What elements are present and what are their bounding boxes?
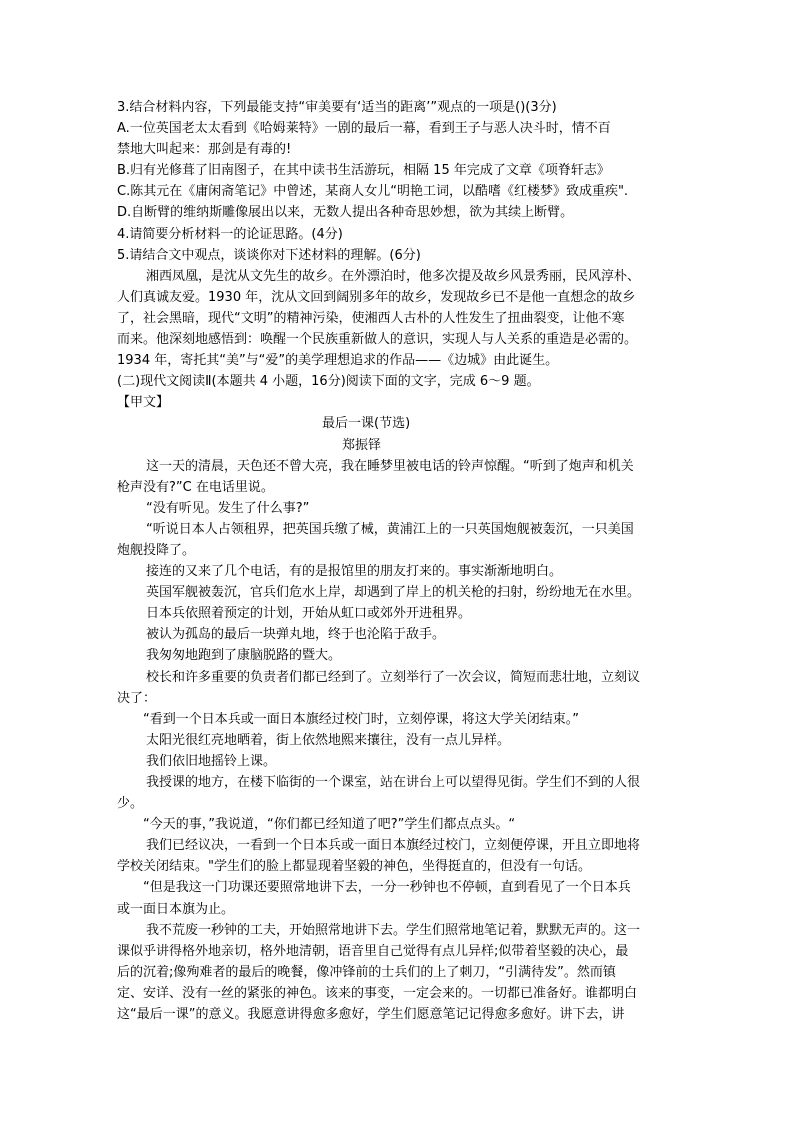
article-line: 英国军舰被轰沉，官兵们危水上岸，却遇到了岸上的机关枪的扫射，纷纷地无在水里。 xyxy=(146,585,641,601)
article-title: 最后一课(节选) xyxy=(322,416,411,432)
article-line: “今天的事，”我说道，“你们都已经知道了吧?”学生们都点点头。“ xyxy=(143,817,516,833)
article-line: 被认为孤岛的最后一块弹丸地，终于也沦陷于敌手。 xyxy=(146,627,446,643)
article-line: 这“最后一课”的意义。我愿意讲得愈多愈好，学生们愿意笔记记得愈多愈好。讲下去，讲 xyxy=(117,1007,625,1023)
article-line: “看到一个日本兵或一面日本旗经过校门时，立刻停课，将这大学关闭结束。” xyxy=(143,711,579,727)
article-line: 我匆匆地跑到了康脑脱路的暨大。 xyxy=(146,648,342,664)
question-5: 5.请结合文中观点，谈谈你对下述材料的理解。(6分) xyxy=(117,247,421,263)
article-body xyxy=(117,456,689,1026)
article-line: 日本兵依照着预定的计划，开始从虹口或郊外开进租界。 xyxy=(146,606,472,622)
jiawen-label: 【甲文】 xyxy=(117,395,170,411)
section-2-heading: (二)现代文阅读Ⅱ(本题共 4 小题，16分)阅读下面的文字，完成 6～9 题。 xyxy=(117,374,540,390)
article-line: 太阳光很红亮地晒着，街上依然地熙来攘往，没有一点儿异样。 xyxy=(146,732,511,748)
article-line: 炮舰投降了。 xyxy=(117,542,196,558)
option-a-line-2: 禁地大叫起来：那剑是有毒的! xyxy=(117,142,292,158)
material-line: 人们真诚友爱。1930 年，沈从文回到阔别多年的故乡，发现故乡已不是他一直想念的故乡 xyxy=(117,289,636,305)
article-line: 后的沉着;像殉难者的最后的晚餐，像冲锋前的士兵们的上了刺刀，“引满待发”。然而镇 xyxy=(117,964,616,980)
article-author: 郑振铎 xyxy=(342,437,382,453)
material-line: 而来。他深刻地感悟到：唤醒一个民族重新做人的意识，实现人与人关系的重造是必需的。 xyxy=(117,332,638,348)
option-c: C.陈其元在《庸闲斋笔记》中曾述，某商人女儿“明艳工词，以酷嗜《红楼梦》致成重疾". xyxy=(117,184,629,200)
article-line: 少。 xyxy=(117,796,144,812)
article-line: 校长和许多重要的负责者们都已经到了。立刻举行了一次会议，简短而悲壮地，立刻议 xyxy=(146,669,641,685)
option-d: D.自断臂的维纳斯雕像展出以来，无数人提出各种奇思妙想，欲为其续上断臂。 xyxy=(117,205,574,221)
article-line: 我不荒废一秒钟的工夫，开始照常地讲下去。学生们照常地笔记着，默默无声的。这一 xyxy=(146,922,641,938)
article-line: “但是我这一门功课还要照常地讲下去，一分一秒钟也不停顿，直到看见了一个日本兵 xyxy=(143,880,631,896)
article-line: 或一面日本旗为止。 xyxy=(117,901,235,917)
material-line: 湘西凤凰，是沈从文先生的故乡。在外漂泊时，他多次提及故乡风景秀丽，民风淳朴、 xyxy=(146,268,641,284)
article-line: 这一天的清晨，天色还不曾大亮，我在睡梦里被电话的铃声惊醒。“听到了炮声和机关 xyxy=(146,458,634,474)
article-line: 我们已经议决，一看到一个日本兵或一面日本旗经过校门，立刻便停课，开且立即地将 xyxy=(146,838,641,854)
article-line: 定、安详、没有一丝的紧张的神色。该来的事变，一定会来的。一切都已准备好。谁都明白 xyxy=(117,985,638,1001)
article-line: 决了： xyxy=(117,690,157,706)
article-line: 我们依旧地摇铃上课。 xyxy=(146,753,277,769)
question-4: 4.请简要分析材料一的论证思路。(4分) xyxy=(117,226,343,242)
material-line: 1934 年，寄托其“美”与“爱”的美学理想追求的作品——《边城》由此诞生。 xyxy=(117,353,559,369)
option-b: B.归有光修葺了旧南图子，在其中读书生活游玩，相隔 15 年完成了文章《项脊轩志》 xyxy=(117,163,610,179)
article-line: 接连的又来了几个电话，有的是报馆里的朋友打来的。事实渐渐地明白。 xyxy=(146,564,563,580)
article-line: “没有听见。发生了什么事?” xyxy=(146,500,310,516)
article-line: 学校关闭结束。"学生们的脸上都显现着坚毅的神色，坐得挺直的，但没有一句话。 xyxy=(117,859,591,875)
article-line: 课似乎讲得格外地亲切，格外地清朝，语音里自己觉得有点儿异样;似带着坚毅的决心，最 xyxy=(117,943,629,959)
option-a-line-1: A.一位英国老太太看到《哈姆莱特》一剧的最后一幕，看到王子与恶人决斗时，情不百 xyxy=(117,121,611,137)
document-page xyxy=(117,97,689,1025)
material-line: 了，社会黑暗，现代“文明”的精神污染，使湘西人古朴的人性发生了扭曲裂变，让他不寒 xyxy=(117,310,625,326)
question-3-stem: 3.结合材料内容，下列最能支持“审美要有‘适当的距离’”观点的一项是()(3分) xyxy=(117,100,557,115)
article-line: “听说日本人占领租界，把英国兵缴了械，黄浦江上的一只英国炮舰被轰沉，一只美国 xyxy=(146,521,634,537)
article-line: 枪声没有?”C 在电话里说。 xyxy=(117,479,274,495)
article-line: 我授课的地方，在楼下临街的一个课室，站在讲台上可以望得见街。学生们不到的人很 xyxy=(146,775,641,790)
